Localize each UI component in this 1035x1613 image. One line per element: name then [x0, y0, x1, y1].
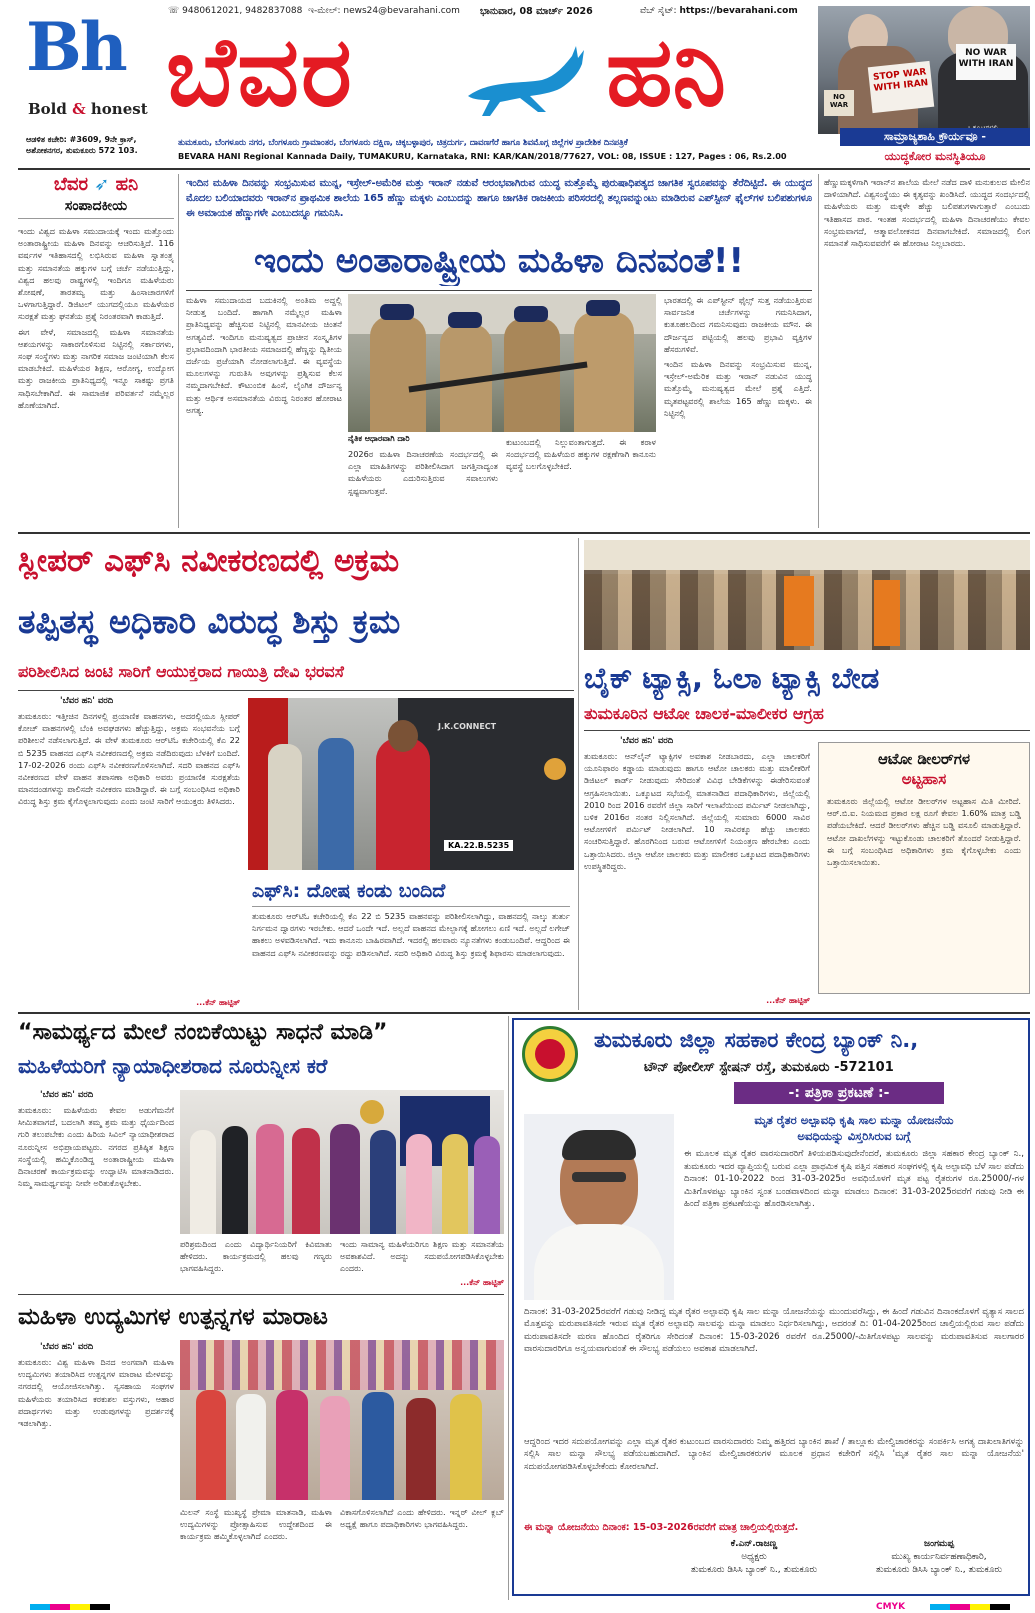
- lead-divider: [186, 290, 812, 291]
- story2-body: ತುಮಕೂರು: ಇತ್ತೀಚಿನ ದಿನಗಳಲ್ಲಿ ಪ್ರಯಾಣಿಕ ವಾಹನಗಳು, ಅದರಲ್ಲಿಯೂ ಸ್ಲೀಪರ್ ಕೋಚ್ ವಾಹನಗಳಲ್ಲಿ ಬೆಂಕಿ ಅವಘಡಗಳು ಹೆಚ್ಚುತ್ತಿದ್ದು, ಅಕ್ರಮ ಸಂಭವನೆಯ ಬಗ್ಗೆ ಪರಿಶೀಲನೆ ನಡೆಸಲಾಗುತ್ತಿದೆ. ಈ ವೇಳೆ ತುಮಕೂರು ಆರ್‌ಟಿಓ ಕಚೇರಿಯಲ್ಲಿ ಕೆಎ 22 ಬಿ 5235 ವಾಹನದ ಎಫ್‌ಸಿ ನವೀಕರಣದಲ್ಲಿ ಅಕ್ರಮ ನಡೆದಿರುವುದು ಬೆಳಕಿಗೆ ಬಂದಿದೆ. 17-02-2026 ರಂದು ಎಫ್‌ಸಿ ನವೀಕರಣಗೊಳಿಸಲಾಗಿದೆ. ಸದರಿ ವಾಹನದ ಎಫ್‌ಸಿ ನವೀಕರಣದ ವೇಳೆ ವಾಹನ ತಪಾಸಣಾ ಅಧಿಕಾರಿ ಅವರು ಪ್ರಯಾಣಿಕ ಸುರಕ್ಷತೆಯ ಮಾನದಂಡಗಳನ್ನು ಪಾಲಿಸದೇ ನವೀಕರಣ ಮಾಡಿದ್ದಾರೆ. ಈ ಬಗ್ಗೆ ಸಂಬಂಧಿಸಿದ ಅಧಿಕಾರಿ ವಿರುದ್ಧ ಶಿಸ್ತು ಕ್ರಮ ಕೈಗೊಳ್ಳಲಾಗುವುದು ಎಂದು ಜಂಟಿ ಸಾರಿಗೆ ಆಯುಕ್ತರು ತಿಳಿಸಿದರು.: [18, 711, 240, 807]
- story5-body-3: ವಿಕಾಸಗೊಳಿಸಲಾಗಿದೆ ಎಂದು ಹೇಳಿದರು. ಇನ್ನರ್ ವೀಲ್ ಕ್ಲಬ್ ಅಧ್ಯಕ್ಷೆ ಹಾಗೂ ಪದಾಧಿಕಾರಿಗಳು ಭಾಗವಹಿಸಿದ್ದರು.: [340, 1507, 504, 1530]
- person: [320, 1396, 350, 1500]
- person: [330, 1124, 360, 1234]
- person: [406, 1398, 436, 1500]
- signature-right: ಜಂಗಮಪ್ಪ ಮುಖ್ಯ ಕಾರ್ಯನಿರ್ವಹಣಾಧಿಕಾರಿ, ತುಮಕೂರು ಡಿಸಿಸಿ ಬ್ಯಾಂಕ್ ನಿ., ತುಮಕೂರು: [875, 1539, 1003, 1575]
- lead-photo: [348, 294, 656, 432]
- lead-col-1: ಮಹಿಳಾ ಸಮುದಾಯದ ಬದುಕಿನಲ್ಲಿ ಅಂತಿಮ ಅದ್ದಲ್ಲಿ ನೀಡುತ್ತ ಬಂದಿದೆ. ಹಾಗಾಗಿ ನಮ್ಮೆಲ್ಲರ ಮಹಿಳಾ ಪ್ರಾತಿನಿಧ್ಯವನ್ನು ಹೆಚ್ಚಿಸುವ ನಿಟ್ಟಿನಲ್ಲಿ ಮಾನವೀಯ ಚಿಂತನೆ ಅಗತ್ಯವಿದೆ. ಇಂದಿಗೂ ಮನುಷ್ಯತ್ವದ ಪ್ರಾಚೀನ ಸಂಸ್ಕೃತಿಗಳ ಪ್ರಭಾವದಿಂದಾಗಿ ಭಾರತೀಯ ಸಮಾಜದಲ್ಲಿ ಹೆಣ್ಣನ್ನು ದ್ವಿತೀಯ ದರ್ಜೆಯ ಪ್ರಜೆಯಾಗಿ ನೋಡಲಾಗುತ್ತಿದೆ. ಈ ವ್ಯವಸ್ಥೆಯ ಮೂಲಗಳನ್ನು ಗುರುತಿಸಿ ಅವುಗಳನ್ನು ಪ್ರಶ್ನಿಸುವ ಕೆಲಸ ನಮ್ಮದಾಗಬೇಕಿದೆ. ಕೌಟುಂಬಿಕ ಹಿಂಸೆ, ಲೈಂಗಿಕ ದೌರ್ಜನ್ಯ ಮತ್ತು ಆರ್ಥಿಕ ಅಸಮಾನತೆಯ ವಿರುದ್ಧ ನಿರಂತರ ಹೋರಾಟ ಅಗತ್ಯ.: [186, 295, 342, 415]
- signature-left: ಕೆ.ಎನ್.ರಾಜಣ್ಣ ಅಧ್ಯಕ್ಷರು ತುಮಕೂರು ಡಿಸಿಸಿ ಬ್ಯಾಂಕ್ ನಿ., ತುಮಕೂರು: [690, 1539, 818, 1575]
- police-officer: [370, 316, 426, 432]
- story3-endnote: ...ಕೆನ್ ಹಾಟ್ಪಿತ್: [766, 996, 810, 1005]
- column-divider: [818, 174, 819, 528]
- masthead: [0, 0, 1035, 172]
- story2-photo: [248, 698, 574, 870]
- divider: [18, 1294, 504, 1295]
- person: [190, 1130, 216, 1234]
- story4-quote: “ಸಾಮರ್ಥ್ಯದ ಮೇಲೆ ನಂಬಿಕೆಯಿಟ್ಟು ಸಾಧನೆ ಮಾಡಿ”: [18, 1020, 388, 1045]
- lead-headline: ಇಂದು ಅಂತಾರಾಷ್ಟ್ರೀಯ ಮಹಿಳಾ ದಿನವಂತೆ!!: [253, 241, 745, 281]
- person: [236, 1394, 266, 1500]
- notice-title: ಮೃತ ರೈತರ ಅಲ್ಪಾವಧಿ ಕೃಷಿ ಸಾಲ ಮನ್ನಾ ಯೋಜನೆಯ ಅವಧಿಯನ್ನು ವಿಸ್ತರಿಸಿರುವ ಬಗ್ಗೆ: [754, 1113, 954, 1143]
- phone-icon: ☏: [168, 6, 180, 16]
- story3-subhead: ತುಮಕೂರಿನ ಆಟೋ ಚಾಲಕ-ಮಾಲೀಕರ ಆಗ್ರಹ: [584, 704, 824, 723]
- bank-name: ತುಮಕೂರು ಜಿಲ್ಲಾ ಸಹಕಾರ ಕೇಂದ್ರ ಬ್ಯಾಂಕ್ ನಿ.,: [594, 1028, 919, 1052]
- deer-logo-icon: ➶: [94, 174, 110, 195]
- story2-headline-2: ತಪ್ಪಿತಸ್ಥ ಅಧಿಕಾರಿ ವಿರುದ್ಧ ಶಿಸ್ತು ಕ್ರಮ: [18, 602, 401, 641]
- story4-body-2: ಪರಿಶ್ರಮದಿಂದ ಎಂದು ವಿದ್ಯಾರ್ಥಿನಿಯರಿಗೆ ಕಿವಿಮಾತು ಹೇಳಿದರು. ಕಾರ್ಯಕ್ರಮದಲ್ಲಿ ಹಲವು ಗಣ್ಯರು ಭಾಗವಹಿಸಿದ್ದರು.: [180, 1239, 332, 1274]
- lead-col-3: ಕುಟುಂಬದಲ್ಲಿ ನಿಲ್ಲುವಂತಾಗುತ್ತದೆ. ಈ ಕರಾಳ ಸಂದರ್ಭದಲ್ಲಿ ಮಹಿಳೆಯರ ಹಕ್ಕುಗಳ ರಕ್ಷಣೆಗಾಗಿ ಕಾನೂನು ವ್ಯವಸ್ಥೆ ಬಲಗೊಳ್ಳಬೇಕಿದೆ.: [506, 437, 656, 472]
- story3-body: ತುಮಕೂರು: ಆನ್‌ಲೈನ್ ಟ್ಯಾಕ್ಸಿಗಳ ಅವಕಾಶ ನೀಡಬಾರದು, ಎಲ್ಲಾ ಚಾಲಕರಿಗೆ ಯೂನಿಫಾರಂ ಕಡ್ಡಾಯ ಮಾಡುವುದು ಹಾಗೂ ಆಟೋ ಚಾಲಕರು ಮತ್ತು ಮಾಲೀಕರಿಗೆ ಡಿಜಿಟಲ್ ಕಾರ್ಡ್ ನೀಡುವುದು ಸೇರಿದಂತೆ ವಿವಿಧ ಬೇಡಿಕೆಗಳನ್ನು ಈಡೇರಿಸುವಂತೆ ಆಗ್ರಹಿಸಲಾಯಿತು. ಒಕ್ಕೂಟದ ಸಭೆಯಲ್ಲಿ ಮಾತನಾಡಿದ ಪದಾಧಿಕಾರಿಗಳು, ಜಿಲ್ಲೆಯಲ್ಲಿ 2010 ರಿಂದ 2016 ರವರೆಗೆ ಜಿಲ್ಲಾ ಸಾರಿಗೆ ಇಲಾಖೆಯಿಂದ ಪರ್ಮಿಟ್ ನೀಡಲಾಗಿದ್ದು, ಬಳಿಕ 2016ರ ನಂತರ ನಿಲ್ಲಿಸಲಾಗಿದೆ. ಜಿಲ್ಲೆಯಲ್ಲಿ ಸುಮಾರು 6000 ಸಾವಿರ ಆಟೋಗಳಿಗೆ ಪರ್ಮಿಟ್ ನೀಡಲಾಗಿದೆ. 10 ಸಾವಿರಕ್ಕೂ ಹೆಚ್ಚು ಚಾಲಕರು ಸಂಚರಿಸುತ್ತಿದ್ದಾರೆ. ಹೊರಗಿನಿಂದ ಬರುವ ಆಟೋಗಳಿಗೆ ನಿಯಂತ್ರಣ ಹೇರಬೇಕು ಎಂದು ಒತ್ತಾಯಿಸಿದರು. ಜಿಲ್ಲಾ ಆಟೋ ಚಾಲಕರು ಮತ್ತು ಮಾಲೀಕರ ಒಕ್ಕೂಟದ ಪದಾಧಿಕಾರಿಗಳು ಉಪಸ್ಥಿತರಿದ್ದರು.: [584, 751, 810, 871]
- person: [362, 1392, 394, 1500]
- story4-endnote: ...ಕೆನ್ ಹಾಟ್ಪಿತ್: [460, 1278, 504, 1287]
- story2-headline-1: ಸ್ಲೀಪರ್ ಎಫ್‌ಸಿ ನವೀಕರಣದಲ್ಲಿ ಅಕ್ರಮ: [18, 543, 400, 579]
- story5-photo: [180, 1340, 504, 1500]
- lead-col-5: ಹೆಣ್ಣುಮಕ್ಕಳಿಗಾಗಿ ಇರಾನ್‌ನ ಶಾಲೆಯ ಮೇಲೆ ನಡೆದ ದಾಳಿ ಮನುಕುಲದ ಮೇಲಿನ ದಾಳಿಯಾಗಿದೆ. ವಿಶ್ವಸಂಸ್ಥೆಯು ಈ ಕೃತ್ಯವನ್ನು ಖಂಡಿಸಿದೆ. ಯುದ್ಧದ ಸಂದರ್ಭದಲ್ಲಿ ಮಹಿಳೆಯರು ಮತ್ತು ಮಕ್ಕಳೇ ಹೆಚ್ಚು ಬಲಿಪಶುಗಳಾಗುತ್ತಾರೆ ಎಂಬುದು ಇತಿಹಾಸದ ಪಾಠ. ಇಂತಹ ಸಂದರ್ಭದಲ್ಲಿ ಮಹಿಳಾ ದಿನಾಚರಣೆಯು ಕೇವಲ ಸಂಭ್ರಮವಾಗದೆ, ಆತ್ಮಾವಲೋಕನದ ದಿನವಾಗಬೇಕಿದೆ. ಸಮಾಜದಲ್ಲಿ ಲಿಂಗ ಸಮಾನತೆ ಸಾಧಿಸುವವರೆಗೆ ಈ ಹೋರಾಟ ನಿಲ್ಲಬಾರದು.: [824, 177, 1030, 249]
- story5-headline: ಮಹಿಳಾ ಉದ್ಯಮಿಗಳ ಉತ್ಪನ್ನಗಳ ಮಾರಾಟ: [18, 1304, 328, 1330]
- story4-body-3: ಇಂದು ಸಾಮಾನ್ಯ ಮಹಿಳೆಯರಿಗೂ ಶಿಕ್ಷಣ ಮತ್ತು ಸಮಾನತೆಯ ಅವಕಾಶವಿದೆ. ಅದನ್ನು ಸದುಪಯೋಗಪಡಿಸಿಕೊಳ್ಳಬೇಕು ಎಂದರು.: [340, 1239, 504, 1274]
- lead-col-2: 2026ರ ಮಹಿಳಾ ದಿನಾಚರಣೆಯ ಸಂದರ್ಭದಲ್ಲಿ ಈ ಎಲ್ಲಾ ಮಾಹಿತಿಗಳನ್ನು ಪರಿಶೀಲಿಸಿದಾಗ ಜಗತ್ತಿನಾದ್ಯಂತ ಮಹಿಳೆಯರು ಎದುರಿಸುತ್ತಿರುವ ಸವಾಲುಗಳು ಸ್ಪಷ್ಟವಾಗುತ್ತವೆ.: [348, 449, 498, 496]
- masthead-divider: [18, 168, 1030, 170]
- story2-subhead: ಪರಿಶೀಲಿಸಿದ ಜಂಟಿ ಸಾರಿಗೆ ಆಯುಕ್ತರಾದ ಗಾಯಿತ್ರಿ ದೇವಿ ಭರವಸೆ: [18, 662, 344, 681]
- story4-photo: [180, 1090, 504, 1234]
- cmyk-label: CMYK: [876, 1602, 906, 1612]
- number-plate: KA.22.B.5235: [444, 840, 513, 851]
- column-divider: [578, 538, 579, 1010]
- person: [450, 1394, 482, 1500]
- person: [276, 1390, 308, 1500]
- person: [474, 1136, 500, 1234]
- bank-advertisement: [512, 1018, 1030, 1596]
- story2-dateline: 'ಬೆವರ ಹನಿ' ವರದಿ: [60, 696, 114, 706]
- protest-sign: NO WAR WITH IRAN: [956, 44, 1016, 80]
- official-woman: [376, 738, 430, 870]
- person: [268, 744, 302, 870]
- person: [222, 1126, 248, 1234]
- color-swatches-left: [30, 1604, 110, 1610]
- deer-logo-icon: [460, 40, 600, 120]
- protest-sign: STOP WAR WITH IRAN: [868, 61, 934, 113]
- website-link[interactable]: https://bevarahani.com: [679, 6, 798, 16]
- lead-col-4: ಭಾರತದಲ್ಲಿ ಈ ಎಪ್‌ಸ್ಟೀನ್ ಫೈಲ್ಸ್ ಸುತ್ತ ನಡೆಯುತ್ತಿರುವ ಸಾರ್ವಜನಿಕ ಚರ್ಚೆಗಳನ್ನು ಗಮನಿಸಿದಾಗ, ಕುತೂಹಲದಿಂದ ಗಮನಿಸುವುದು ರಾಜಕೀಯ ಮೌನ. ಈ ದೌರ್ಜನ್ಯದ ಪಟ್ಟಿಯಲ್ಲಿ ಹಲವು ಪ್ರಭಾವಿ ವ್ಯಕ್ತಿಗಳ ಹೆಸರುಗಳಿವೆ. ಇಂದಿನ ಮಹಿಳಾ ದಿನವನ್ನು ಸಂಭ್ರಮಿಸುವ ಮುನ್ನ, ಇಸ್ರೇಲ್-ಅಮೆರಿಕ ಮತ್ತು ಇರಾನ್ ನಡುವಿನ ಯುದ್ಧ ಮತ್ತೊಮ್ಮೆ ಮನುಷ್ಯತ್ವದ ಮೇಲೆ ಪ್ರಶ್ನೆ ಎತ್ತಿದೆ. ಮೃತಪಟ್ಟವರಲ್ಲಿ ಶಾಲೆಯ 165 ಹೆಣ್ಣು ಮಕ್ಕಳು. ಈ ನಿಟ್ಟಿನಲ್ಲಿ: [664, 295, 812, 418]
- registration-line: BEVARA HANI Regional Kannada Daily, TUMAKURU, Karnataka, RNI: KAR/KAN/2018/77627, VOL: 08, ISSUE : 127, Pages : 06, Rs.2.00: [178, 151, 787, 161]
- person: [256, 1124, 284, 1234]
- story3-photo: [584, 540, 1030, 650]
- editorial-heading: ಸಂಪಾದಕೀಯ: [18, 198, 174, 219]
- police-officer: [574, 312, 634, 432]
- editorial-body: ಇಂದು ವಿಶ್ವದ ಮಹಿಳಾ ಸಮುದಾಯಕ್ಕೆ ಇಂದು ಮತ್ತೊಂದು ಅಂತಾರಾಷ್ಟ್ರೀಯ ಮಹಿಳಾ ದಿನವನ್ನು ಆಚರಿಸುತ್ತಿದೆ. 116 ವರ್ಷಗಳ ಇತಿಹಾಸದಲ್ಲಿ ಲಭಿಸಿರುವ ಮಹಿಳಾ ಸ್ವಾತಂತ್ರ್ಯ ಮತ್ತು ಸಮಾನತೆಯ ಹಕ್ಕುಗಳ ಬಗ್ಗೆ ಚರ್ಚೆ ನಡೆಯುತ್ತಿದ್ದು, ವಿಶ್ವದ ಹಲವು ರಾಷ್ಟ್ರಗಳಲ್ಲಿ ಇಂದಿಗೂ ಮಹಿಳೆಯರು ಶೋಷಣೆ, ತಾರತಮ್ಯ ಮತ್ತು ಹಿಂಸಾಚಾರಗಳಿಗೆ ಒಳಗಾಗುತ್ತಿದ್ದಾರೆ. ಡಿಜಿಟಲ್ ಯುಗದಲ್ಲಿಯೂ ಮಹಿಳೆಯರ ಸುರಕ್ಷತೆ ಮತ್ತು ಘನತೆಯ ಪ್ರಶ್ನೆ ನಿರಂತರವಾಗಿ ಕಾಡುತ್ತಿದೆ. ಈಗ ವೇಳೆ, ಸಮಾಜದಲ್ಲಿ ಮಹಿಳಾ ಸಮಾನತೆಯ ಆಶಯಗಳನ್ನು ಸಾಕಾರಗೊಳಿಸುವ ನಿಟ್ಟಿನಲ್ಲಿ ಸರ್ಕಾರಗಳು, ಸಂಘ ಸಂಸ್ಥೆಗಳು ಮತ್ತು ನಾಗರಿಕ ಸಮಾಜ ಜಂಟಿಯಾಗಿ ಕೆಲಸ ಮಾಡಬೇಕಿದೆ. ಮಹಿಳೆಯರ ಶಿಕ್ಷಣ, ಆರೋಗ್ಯ, ಉದ್ಯೋಗ ಮತ್ತು ರಾಜಕೀಯ ಪ್ರಾತಿನಿಧ್ಯದಲ್ಲಿ ಇನ್ನೂ ಸಾಕಷ್ಟು ಪ್ರಗತಿ ಸಾಧಿಸಬೇಕಾಗಿದೆ. ಈ ಸಾಮಾಜಿಕ ಪರಿವರ್ತನೆ ನಮ್ಮೆಲ್ಲರ ಹೊಣೆಯಾಗಿದೆ.: [18, 226, 174, 410]
- story4-headline: ಮಹಿಳೆಯರಿಗೆ ನ್ಯಾಯಾಧೀಶರಾದ ನೂರುನ್ನೀಸ ಕರೆ: [18, 1054, 328, 1078]
- story4-body: ತುಮಕೂರು: ಮಹಿಳೆಯರು ಕೇವಲ ಅಡುಗೆಮನೆಗೆ ಸೀಮಿತವಾಗದೆ, ಬದಲಾಗಿ ತಮ್ಮ ಶ್ರಮ ಮತ್ತು ಧೈರ್ಯದಿಂದ ಗುರಿ ತಲುಪಬೇಕು ಎಂದು ಹಿರಿಯ ಸಿವಿಲ್ ನ್ಯಾಯಾಧೀಶರಾದ ನೂರುನ್ನೀಸ ಅಭಿಪ್ರಾಯಪಟ್ಟರು. ನಗರದ ಪ್ರತಿಷ್ಠಿತ ಶಿಕ್ಷಣ ಸಂಸ್ಥೆಯಲ್ಲಿ ಹಮ್ಮಿಕೊಂಡಿದ್ದ ಅಂತಾರಾಷ್ಟ್ರೀಯ ಮಹಿಳಾ ದಿನಾಚರಣೆ ಕಾರ್ಯಕ್ರಮವನ್ನು ಉದ್ಘಾಟಿಸಿ ಮಾತನಾಡಿದರು. ನಿಮ್ಮ ಸಾಮರ್ಥ್ಯವನ್ನು ನೀವೇ ಅರಿತುಕೊಳ್ಳಬೇಕು.: [18, 1105, 174, 1189]
- website-strip: ವೆಬ್ ಸೈಟ್: https://bevarahani.com: [640, 6, 798, 16]
- bank-logo-icon: [522, 1026, 578, 1082]
- protest-sign: NO WAR: [824, 90, 854, 116]
- bh-logo: Bh: [26, 8, 126, 86]
- notice-body-2: ದಿನಾಂಕ: 31-03-2025ರವರೆಗೆ ಗಡುವು ನೀಡಿದ್ದ ಮೃತ ರೈತರ ಅಲ್ಪಾವಧಿ ಕೃಷಿ ಸಾಲ ಮನ್ನಾ ಯೋಜನೆಯನ್ನು ಮುಂದುವರೆಸಿದ್ದು, ಈ ಹಿಂದೆ ಗಡುವಿನ ದಿನಾಂಕದೊಳಗೆ ವ್ಯತ್ಯಾಸ ಸಾಲದ ಮೊತ್ತವನ್ನು ಮರುಪಾವತಿಸದೇ ಇರುವ ಮೃತ ರೈತರ ಅಲ್ಪಾವಧಿ ಸಾಲವನ್ನು ಮನ್ನಾ ಮಾಡಲು ನಿರ್ಧರಿಸಲಾಗಿದ್ದು, ಅದರಂತೆ ದಿ: 01-04-2025ರಿಂದ ಚಾಲ್ತಿಯಲ್ಲಿರುವ ಸಾಲ ಪಡೆದು ಮರುಪಾವತಿಸದೇ ಮರಣ ಹೊಂದಿದ ರೈತರಿಗೂ ಸೇರಿದಂತೆ ದಿನಾಂಕ: 15-03-2026 ರವರೆಗೆ ರೂ.25000/-ಮಿತಿಗೊಳಪಟ್ಟು ಸಾಲವನ್ನು ಮರುಪಾವತಿಸುವ ಸಾಲಗಾರರ ವಾರಸುದಾರರಿಗೂ ಅನ್ವಯವಾಗುವಂತೆ ಈ ಸೌಲಭ್ಯ ಪಡೆಯಲು ಅವಕಾಶ ಮಾಡಲಾಗಿದೆ.: [524, 1307, 1024, 1355]
- newspaper-title-right: ಹನಿ: [606, 16, 726, 128]
- bh-tagline: Bold & honest: [28, 100, 148, 118]
- person: [442, 1134, 468, 1234]
- story2-endnote: ...ಕೆನ್ ಹಾಟ್ಪಿತ್: [196, 998, 240, 1007]
- editorial-column: [18, 174, 174, 528]
- regions-line: ತುಮಕೂರು, ಬೆಂಗಳೂರು ನಗರ, ಬೆಂಗಳೂರು ಗ್ರಾಮಾಂತರ, ಬೆಂಗಳೂರು ದಕ್ಷಿಣ, ಚಿಕ್ಕಬಳ್ಳಾಪುರ, ಚಿತ್ರದುರ್ಗ, ದಾವಣಗೆರೆ ಹಾಗೂ ಶಿವಮೊಗ್ಗ ಜಿಲ್ಲೆಗಳ ಪ್ರಾದೇಶಿಕ ದಿನಪತ್ರಿಕೆ: [178, 137, 628, 147]
- bus-brand: J.K.CONNECT: [438, 722, 497, 731]
- story3-dateline: 'ಬೆವರ ಹನಿ' ವರದಿ: [620, 736, 674, 746]
- notice-deadline: ಈ ಮನ್ನಾ ಯೋಜನೆಯು ದಿನಾಂಕ: 15-03-2026ರವರೆಗೆ ಮಾತ್ರ ಚಾಲ್ತಿಯಲ್ಲಿರುತ್ತದೆ.: [524, 1522, 799, 1533]
- divider: [18, 690, 574, 691]
- story3-headline: ಬೈಕ್ ಟ್ಯಾಕ್ಸಿ, ಓಲಾ ಟ್ಯಾಕ್ಸಿ ಬೇಡ: [584, 661, 880, 695]
- story3-box: [818, 742, 1030, 994]
- divider: [584, 730, 1030, 731]
- newspaper-title-left: ಬೆವರ: [166, 16, 354, 128]
- lead-photo-caption: ನೈತಿಕ ಆಧಾರವಾಗಿ ದಾರಿ: [348, 434, 410, 443]
- notice-body-1: ಈ ಮೂಲಕ ಮೃತ ರೈತರ ವಾರಸುದಾರರಿಗೆ ತಿಳಿಯಪಡಿಸುವುದೇನೆಂದರೆ, ತುಮಕೂರು ಜಿಲ್ಲಾ ಸಹಕಾರ ಕೇಂದ್ರ ಬ್ಯಾಂಕ್ ನಿ., ತುಮಕೂರು ಇದರ ವ್ಯಾಪ್ತಿಯಲ್ಲಿ ಬರುವ ಎಲ್ಲಾ ಪ್ರಾಥಮಿಕ ಕೃಷಿ ಪತ್ತಿನ ಸಹಕಾರ ಸಂಘಗಳಲ್ಲಿ ಕೃಷಿ ಅಲ್ಪಾವಧಿ ಬೆಳೆ ಸಾಲ ಪಡೆದು ದಿನಾಂಕ: 01-10-2022 ರಿಂದ 31-03-2025ರ ಅವಧಿಯೊಳಗೆ ಮೃತ ಪಟ್ಟ ರೈತರುಗಳ ರೂ.25000/-ಗಳ ಮಿತಿಗೊಳಪಟ್ಟು ಬ್ಯಾಂಕಿನ ಸ್ವಂತ ಬಂಡವಾಳದಿಂದ ಮನ್ನಾ ಮಾಡಲು ದಿನಾಂಕ: 31-03-2025ರವರೆಗೆ ಗಡುವು ನೀಡಿ ಈ ಹಿಂದೆ ಪತ್ರಿಕಾ ಪ್ರಕಟಣೆಯನ್ನು ಹೊರಡಿಸಲಾಗಿತ್ತು.: [684, 1149, 1024, 1210]
- section-divider: [18, 1012, 1030, 1014]
- masthead-address: ಆಡಳಿತ ಕಚೇರಿ: #3609, 9ನೇ ಕ್ರಾಸ್, ಅಶೋಕನಗರ, ತುಮಕೂರು 572 103.: [26, 135, 138, 155]
- person: [196, 1390, 226, 1500]
- column-divider: [508, 1016, 509, 1600]
- story2-box-headline: ಎಫ್‌ಸಿ: ದೋಷ ಕಂಡು ಬಂದಿದೆ: [252, 876, 570, 907]
- person: [318, 738, 354, 870]
- story3-box-headline: ಆಟೋ ಡೀಲರ್‌ಗಳ ಅಟ್ಟಹಾಸ: [878, 750, 970, 788]
- notice-body-3: ಆದ್ದರಿಂದ ಇದರ ಸದುಪಯೋಗವನ್ನು ಎಲ್ಲಾ ಮೃತ ರೈತರ ಕುಟುಂಬದ ವಾರಸುದಾರರು ನಿಮ್ಮ ಹತ್ತಿರದ ಬ್ಯಾಂಕಿನ ಶಾಖೆ / ತಾಲ್ಲೂಕು ಮೇಲ್ವಿಚಾರಕರನ್ನು ಸಂಪರ್ಕಿಸಿ ಅಗತ್ಯ ದಾಖಲಾತಿಗಳನ್ನು ಸಲ್ಲಿಸಿ ಸಾಲ ಮನ್ನಾ ಸೌಲಭ್ಯ ಪಡೆಯಬಹುದಾಗಿದೆ. ಬ್ಯಾಂಕಿನ ಮೇಲ್ವಿಚಾರಕರುಗಳ ಮೂಲಕ ಪ್ರಧಾನ ಕಚೇರಿಗೆ ಸಲ್ಲಿಸಿ 'ಮೃತ ರೈತರ ಸಾಲ ಮನ್ನಾ ಯೋಜನೆಯ' ಸದುಪಯೋಗಪಡಿಸಿಕೊಳ್ಳಬೇಕೆಂದು ಕೋರಲಾಗಿದೆ.: [524, 1437, 1024, 1472]
- column-divider: [178, 174, 179, 528]
- editorial-logo: ಬೆವರ ➶ ಹನಿ: [53, 174, 139, 195]
- story2-box-body: ತುಮಕೂರು ಆರ್‌ಟಿಓ ಕಚೇರಿಯಲ್ಲಿ ಕೆಎ 22 ಬಿ 5235 ವಾಹನವನ್ನು ಪರಿಶೀಲಿಸಲಾಗಿದ್ದು, ವಾಹನದಲ್ಲಿ ನಾಲ್ಕು ತುರ್ತು ನಿರ್ಗಮನ ದ್ವಾರಗಳು ಇರಬೇಕು. ಆದರೆ ಒಂದೇ ಇದೆ. ಅಲ್ಲದೆ ವಾಹನದ ಮೇಲ್ಭಾಗಕ್ಕೆ ಹೋಗಲು ಏಣಿ ಇದೆ. ಅಲ್ಲದೆ ಲಗೇಜ್ ಹಾಕಲು ಅಳವಡಿಸಲಾಗಿದೆ. ಇದು ಕಾನೂನು ಬಾಹಿರವಾಗಿದೆ. ಇದರಲ್ಲಿ ಹಲವಾರು ನ್ಯೂನತೆಗಳು ಕಂಡುಬಂದಿವೆ. ಆದ್ದರಿಂದ ಈ ವಾಹನದ ಎಫ್‌ಸಿ ನವೀಕರಣವನ್ನು ರದ್ದು ಪಡಿಸಲಾಗಿದೆ. ಸದರಿ ಅಧಿಕಾರಿ ವಿರುದ್ಧ ಶಿಸ್ತು ಕ್ರಮಕ್ಕೆ ಶಿಫಾರಸು ಮಾಡಲಾಗುವುದು.: [252, 911, 570, 958]
- lead-intro: ಇಂದಿನ ಮಹಿಳಾ ದಿನವನ್ನು ಸಂಭ್ರಮಿಸುವ ಮುನ್ನ, ಇಸ್ರೇಲ್-ಅಮೆರಿಕ ಮತ್ತು ಇರಾನ್ ನಡುವೆ ಆರಂಭವಾಗಿರುವ ಯುದ್ಧ ಮತ್ತೊಮ್ಮೆ ಪುರುಷಾಧಿಪತ್ಯದ ಜಾಗತಿಕ ಸ್ವರೂಪವನ್ನು ತೆರೆದಿಟ್ಟಿದೆ. ಈ ಯುದ್ಧದ ಮೊದಲ ಬಲಿಯಾದವರು ಇರಾನ್‌ನ ಪ್ರಾಥಮಿಕ ಶಾಲೆಯ 165 ಹೆಣ್ಣು ಮಕ್ಕಳು ಎಂಬುದನ್ನು ಹಾಗೂ ಜಾಗತಿಕ ರಾಜಕೀಯ ಪರಿಸರದಲ್ಲಿ ತಲ್ಲಣವನ್ನುಂಟು ಮಾಡಿರುವ ಎಪ್‌ಸ್ಟೀನ್ ಫೈಲ್‌ಗಳ ಬಲಿಪಶುಗಳೂ ಈ ಅಮಾಯಕ ಹೆಣ್ಣುಗಳೇ ಎಂಬುದನ್ನೂ ಗಮನಿಸಿ.: [186, 178, 812, 219]
- story3-box-body: ತುಮಕೂರು ಜಿಲ್ಲೆಯಲ್ಲಿ ಆಟೋ ಡೀಲರ್‌ಗಳ ಅಟ್ಟಹಾಸ ಮಿತಿ ಮೀರಿದೆ. ಆರ್.ಬಿ.ಐ. ನಿಯಮದ ಪ್ರಕಾರ ಲಕ್ಷ ರೂಗೆ ಕೇವಲ 1.60% ಮಾತ್ರ ಬಡ್ಡಿ ಪಡೆಯಬೇಕಿದೆ. ಆದರೆ ಡೀಲರ್‌ಗಳು ಹೆಚ್ಚಿನ ಬಡ್ಡಿ ವಸೂಲಿ ಮಾಡುತ್ತಿದ್ದಾರೆ. ಆಟೋ ದಾಖಲೆಗಳನ್ನು ಇಟ್ಟುಕೊಂಡು ಚಾಲಕರಿಗೆ ತೊಂದರೆ ನೀಡುತ್ತಿದ್ದಾರೆ. ಈ ಬಗ್ಗೆ ಸಂಬಂಧಿಸಿದ ಅಧಿಕಾರಿಗಳು ಕ್ರಮ ಕೈಗೊಳ್ಳಬೇಕು ಎಂದು ಒತ್ತಾಯಿಸಲಾಯಿತು.: [827, 796, 1021, 868]
- story5-body-2: ಮಿಲನ್ ಸಂಸ್ಥೆ ಮುಖ್ಯಸ್ಥೆ ಪ್ರೇಮಾ ಮಾತನಾಡಿ, ಮಹಿಳಾ ಉದ್ಯಮಿಗಳನ್ನು ಪ್ರೋತ್ಸಾಹಿಸುವ ಉದ್ದೇಶದಿಂದ ಈ ಕಾರ್ಯಕ್ರಮ ಹಮ್ಮಿಕೊಳ್ಳಲಾಗಿದೆ ಎಂದರು.: [180, 1507, 332, 1542]
- story4-dateline: 'ಬೆವರ ಹನಿ' ವರದಿ: [40, 1090, 94, 1100]
- story5-body: ತುಮಕೂರು: ವಿಶ್ವ ಮಹಿಳಾ ದಿನದ ಅಂಗವಾಗಿ ಮಹಿಳಾ ಉದ್ಯಮಿಗಳು ತಯಾರಿಸಿದ ಉತ್ಪನ್ನಗಳ ಮಾರಾಟ ಮೇಳವನ್ನು ನಗರದಲ್ಲಿ ಆಯೋಜಿಸಲಾಗಿತ್ತು. ಸ್ವಸಹಾಯ ಸಂಘಗಳ ಮಹಿಳೆಯರು ತಯಾರಿಸಿದ ಕರಕುಶಲ ವಸ್ತುಗಳು, ಆಹಾರ ಪದಾರ್ಥಗಳು ಮತ್ತು ಉಡುಪುಗಳನ್ನು ಪ್ರದರ್ಶನಕ್ಕೆ ಇಡಲಾಗಿತ್ತು.: [18, 1357, 174, 1429]
- top-banner: ಸಾಮ್ರಾಜ್ಯಶಾಹಿ ಕ್ರೌರ್ಯವೂ - ಯುದ್ಧಕೋರ ಮನಸ್ಥಿತಿಯೂ: [840, 128, 1030, 167]
- official-photo: [524, 1114, 674, 1300]
- email-link[interactable]: news24@bevarahani.com: [343, 6, 460, 16]
- person: [370, 1130, 396, 1234]
- top-news-photo: [818, 6, 1030, 134]
- section-divider: [18, 532, 1030, 534]
- bank-address: ಟೌನ್ ಪೋಲೀಸ್ ಸ್ಟೇಷನ್ ರಸ್ತೆ, ತುಮಕೂರು -572101: [644, 1060, 894, 1075]
- person: [292, 1128, 320, 1234]
- footer-color-bar: [0, 1602, 1035, 1613]
- issue-date: ಭಾನುವಾರ, 08 ಮಾರ್ಚ್ 2026: [480, 6, 593, 17]
- press-label: -: ಪತ್ರಿಕಾ ಪ್ರಕಟಣೆ :-: [734, 1082, 944, 1104]
- story5-dateline: 'ಬೆವರ ಹನಿ' ವರದಿ: [40, 1342, 94, 1352]
- color-swatches-right: [930, 1604, 1010, 1610]
- person: [406, 1134, 432, 1234]
- contact-strip: ☏ 9480612021, 9482837088 ಇ-ಮೇಲ್: news24@bevarahani.com: [168, 6, 460, 16]
